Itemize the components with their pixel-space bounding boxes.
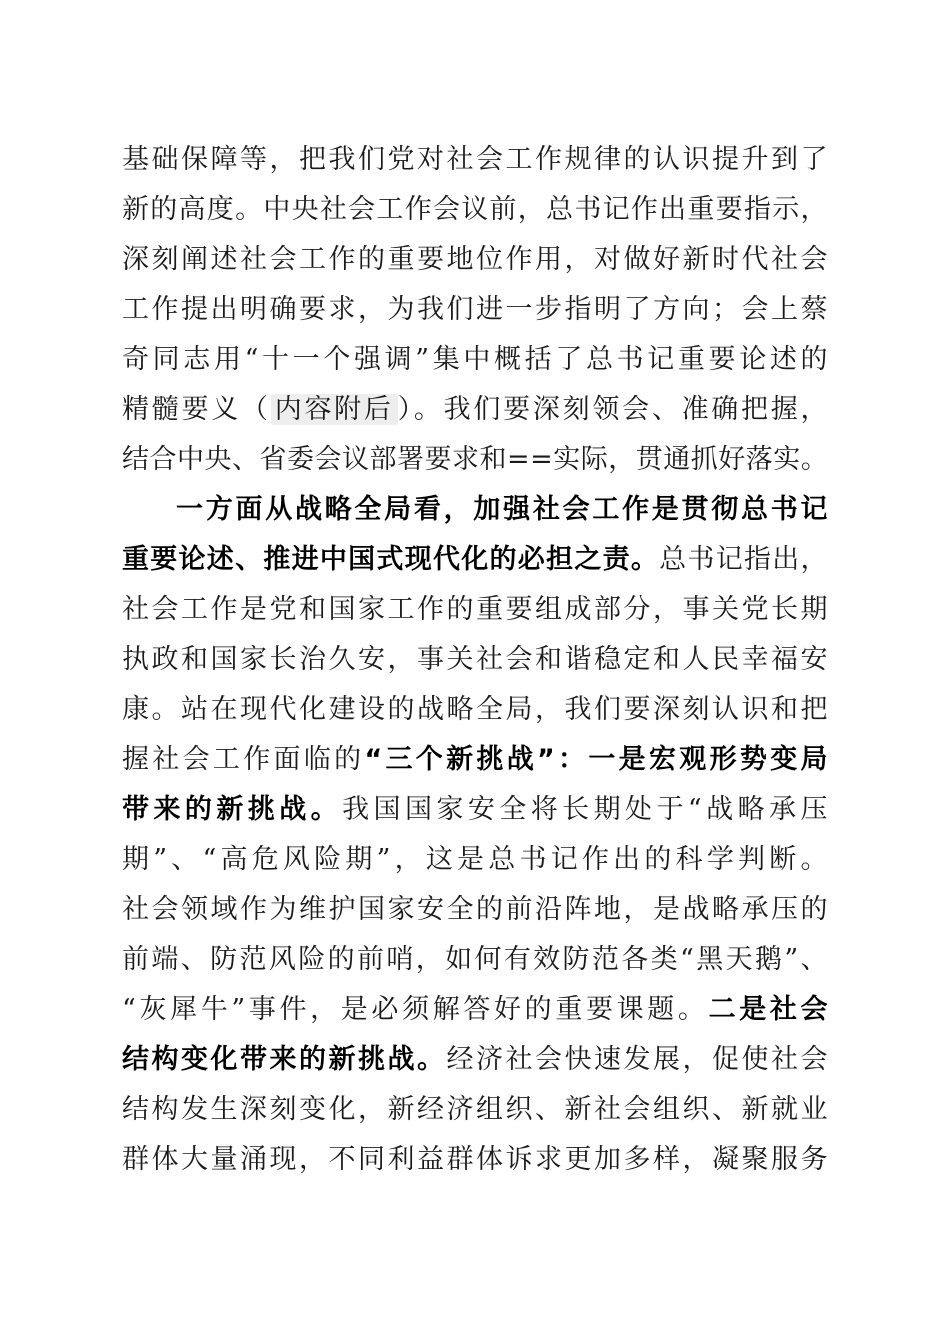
text-segment: 我国国家安全将长期处于“战略承压 xyxy=(342,794,829,825)
text-line: 执政和国家长治久安，事关社会和谐稳定和人民幸福安 xyxy=(122,644,828,675)
text-line: 基础保障等，把我们党对社会工作规律的认识提升到了 xyxy=(122,144,828,175)
text-segment: 总书记指出， xyxy=(659,544,829,575)
bold-segment: 结构变化带来的新挑战。 xyxy=(122,1044,447,1075)
text-line: 前端、防范风险的前哨，如何有效防范各类“黑天鹅”、 xyxy=(122,944,828,975)
bold-heading-segment: 重要论述、推进中国式现代化的必担之责。 xyxy=(122,544,660,575)
text-line: 社会工作是党和国家工作的重要组成部分，事关党长期 xyxy=(122,594,828,625)
bold-segment: “三个新挑战”：一是宏观形势变局 xyxy=(364,744,828,775)
text-line xyxy=(122,785,828,835)
text-segment: “灰犀牛”事件，是必须解答好的重要课题。 xyxy=(122,994,709,1025)
text-line xyxy=(122,1035,828,1085)
text-line xyxy=(122,985,828,1035)
text-segment: 握社会工作面临的 xyxy=(122,744,365,775)
text-segment: ）。我们要深刻领会、准确把握， xyxy=(397,394,829,425)
text-line: 深刻阐述社会工作的重要地位作用，对做好新时代社会 xyxy=(122,244,828,275)
text-line: 工作提出明确要求，为我们进一步指明了方向；会上蔡 xyxy=(122,294,828,325)
text-line: 群体大量涌现，不同利益群体诉求更加多样，凝聚服务 xyxy=(122,1144,828,1175)
text-line xyxy=(122,385,828,435)
text-line: 奇同志用“十一个强调”集中概括了总书记重要论述的 xyxy=(122,344,828,375)
text-segment: 经济社会快速发展，促使社会 xyxy=(446,1044,828,1075)
text-line xyxy=(122,735,828,785)
highlighted-note: 内容附后 xyxy=(271,394,398,425)
bold-segment: 带来的新挑战。 xyxy=(122,794,343,825)
text-line-bold xyxy=(176,485,828,535)
text-line: 新的高度。中央社会工作会议前，总书记作出重要指示， xyxy=(122,194,828,225)
text-line: 期”、“高危风险期”，这是总书记作出的科学判断。 xyxy=(122,844,828,875)
text-line: 结构发生深刻变化，新经济组织、新社会组织、新就业 xyxy=(122,1094,828,1125)
text-line xyxy=(122,535,828,585)
bold-heading-segment: 一方面从战略全局看，加强社会工作是贯彻总书记 xyxy=(176,494,828,525)
text-line: 康。站在现代化建设的战略全局，我们要深刻认识和把 xyxy=(122,694,828,725)
text-line: 社会领域作为维护国家安全的前沿阵地，是战略承压的 xyxy=(122,894,828,925)
text-line: 结合中央、省委会议部署要求和==实际，贯通抓好落实。 xyxy=(122,444,829,475)
text-segment: 精髓要义（ xyxy=(122,394,271,425)
bold-segment: 二是社会 xyxy=(708,994,829,1025)
